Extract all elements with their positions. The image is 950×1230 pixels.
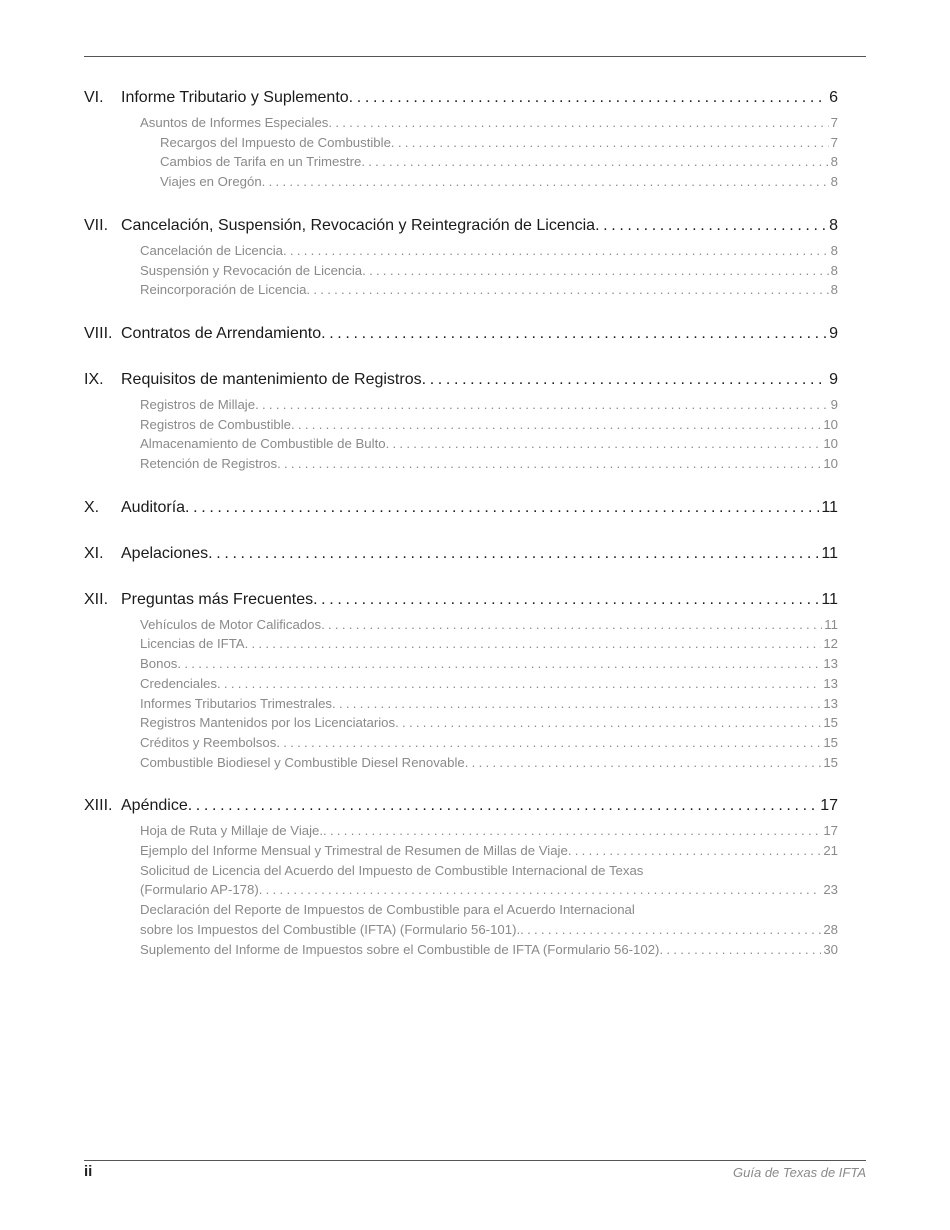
toc-entry[interactable] — [84, 133, 838, 153]
entry-page-number: 10 — [821, 415, 838, 435]
dot-leader — [349, 86, 827, 110]
toc-section-heading[interactable] — [84, 368, 838, 392]
entry-page-number: 23 — [821, 880, 838, 900]
dot-leader — [188, 794, 818, 818]
toc-entry[interactable] — [84, 241, 838, 261]
top-rule — [84, 56, 866, 57]
toc-entry[interactable] — [84, 454, 838, 474]
toc-entry[interactable] — [84, 821, 838, 841]
toc-entry[interactable] — [84, 280, 838, 300]
dot-leader — [291, 415, 821, 435]
bottom-rule — [84, 1160, 866, 1161]
toc-entry[interactable] — [84, 395, 838, 415]
toc-entry[interactable] — [84, 674, 838, 694]
toc-section-heading[interactable] — [84, 588, 838, 612]
dot-leader — [321, 615, 822, 635]
toc-entry[interactable] — [84, 152, 838, 172]
toc-section-heading[interactable] — [84, 86, 838, 110]
toc-entry[interactable] — [84, 920, 838, 940]
toc-section — [84, 322, 838, 346]
dot-leader — [386, 434, 822, 454]
dot-leader — [323, 821, 821, 841]
section-page-number: 8 — [827, 214, 838, 238]
section-number: XIII. — [84, 797, 113, 815]
dot-leader — [313, 588, 819, 612]
dot-leader — [283, 241, 829, 261]
toc-entry[interactable] — [84, 113, 838, 133]
entry-title: Credenciales — [140, 674, 217, 694]
entry-title: Almacenamiento de Combustible de Bulto — [140, 434, 386, 454]
section-number: VI. — [84, 89, 104, 106]
entry-title: Suplemento del Informe de Impuestos sobre el Combustible de IFTA (Formulario 56-102) — [140, 940, 659, 960]
entry-page-number: 11 — [822, 615, 838, 635]
entry-title: sobre los Impuestos del Combustible (IFTA) (Formulario 56-101). — [140, 920, 520, 940]
dot-leader — [465, 753, 822, 773]
section-number: VII. — [84, 216, 109, 234]
dot-leader — [208, 542, 819, 566]
dot-leader — [361, 152, 828, 172]
section-page-number: 11 — [819, 542, 838, 566]
section-page-number: 17 — [818, 794, 838, 818]
toc-section-heading[interactable] — [84, 322, 838, 346]
entry-title: Asuntos de Informes Especiales — [140, 113, 328, 133]
toc-entry[interactable] — [84, 713, 838, 733]
dot-leader — [568, 841, 822, 861]
toc-entry[interactable] — [84, 415, 838, 435]
toc-section — [84, 214, 838, 300]
section-number: XII. — [84, 590, 109, 608]
entry-title: Viajes en Oregón — [160, 172, 262, 192]
toc-entry[interactable] — [84, 172, 838, 192]
section-title: Requisitos de mantenimiento de Registros — [121, 368, 422, 392]
dot-leader — [245, 634, 822, 654]
entry-page-number: 17 — [821, 821, 838, 841]
section-title: Contratos de Arrendamiento — [121, 322, 321, 346]
entry-title: Informes Tributarios Trimestrales — [140, 694, 332, 714]
toc-entry[interactable] — [84, 940, 838, 960]
entry-page-number: 13 — [821, 674, 838, 694]
entry-page-number: 15 — [821, 713, 838, 733]
dot-leader — [321, 322, 827, 346]
dot-leader — [332, 694, 821, 714]
table-of-contents — [84, 86, 838, 981]
toc-entry[interactable] — [84, 261, 838, 281]
footer-document-title: Guía de Texas de IFTA — [733, 1165, 866, 1180]
toc-section-heading[interactable] — [84, 496, 838, 520]
section-title: Apelaciones — [121, 542, 208, 566]
entry-title: Cambios de Tarifa en un Trimestre — [160, 152, 361, 172]
entry-title: Vehículos de Motor Calificados — [140, 615, 321, 635]
entry-title: Retención de Registros — [140, 454, 277, 474]
section-title: Preguntas más Frecuentes — [121, 588, 313, 612]
dot-leader — [259, 880, 822, 900]
section-title: Cancelación, Suspensión, Revocación y Reintegración de Licencia — [121, 214, 595, 238]
section-page-number: 9 — [827, 368, 838, 392]
dot-leader — [217, 674, 821, 694]
dot-leader — [185, 496, 819, 520]
entry-title: Registros de Combustible — [140, 415, 291, 435]
entry-title: Reincorporación de Licencia — [140, 280, 306, 300]
entry-title: Ejemplo del Informe Mensual y Trimestral de Resumen de Millas de Viaje — [140, 841, 568, 861]
dot-leader — [520, 920, 821, 940]
toc-entry[interactable] — [84, 654, 838, 674]
entry-title: Combustible Biodiesel y Combustible Diesel Renovable — [140, 753, 465, 773]
entry-page-number: 8 — [829, 152, 838, 172]
entry-page-number: 7 — [829, 133, 838, 153]
dot-leader — [391, 133, 829, 153]
entry-page-number: 13 — [821, 694, 838, 714]
section-title: Auditoría — [121, 496, 185, 520]
entry-page-number: 8 — [829, 172, 838, 192]
entry-page-number: 13 — [821, 654, 838, 674]
dot-leader — [659, 940, 821, 960]
section-page-number: 11 — [819, 588, 838, 612]
entry-page-number: 8 — [829, 241, 838, 261]
toc-entry[interactable] — [84, 434, 838, 454]
entry-title: Registros Mantenidos por los Licenciatarios — [140, 713, 395, 733]
dot-leader — [276, 733, 821, 753]
entry-page-number: 10 — [821, 434, 838, 454]
dot-leader — [422, 368, 827, 392]
toc-entry-first-line: Solicitud de Licencia del Acuerdo del Impuesto de Combustible Internacional de Texas — [140, 862, 644, 878]
entry-page-number: 15 — [821, 733, 838, 753]
dot-leader — [277, 454, 821, 474]
section-number: XI. — [84, 544, 104, 562]
toc-entry[interactable] — [84, 615, 838, 635]
entry-page-number: 9 — [829, 395, 838, 415]
toc-section-heading[interactable] — [84, 214, 838, 238]
section-number: X. — [84, 498, 100, 516]
section-title: Informe Tributario y Suplemento — [121, 86, 349, 110]
dot-leader — [328, 113, 828, 133]
toc-entry[interactable] — [84, 634, 838, 654]
entry-title: Recargos del Impuesto de Combustible — [160, 133, 391, 153]
dot-leader — [595, 214, 827, 238]
toc-entry[interactable] — [84, 694, 838, 714]
toc-section-heading[interactable] — [84, 794, 838, 818]
dot-leader — [255, 395, 829, 415]
dot-leader — [262, 172, 829, 192]
entry-page-number: 8 — [829, 261, 838, 281]
entry-page-number: 28 — [821, 920, 838, 940]
toc-entry[interactable] — [84, 841, 838, 861]
toc-entry[interactable] — [84, 753, 838, 773]
toc-section — [84, 794, 838, 959]
entry-title: (Formulario AP-178) — [140, 880, 259, 900]
section-number: VIII. — [84, 324, 113, 342]
entry-title: Hoja de Ruta y Millaje de Viaje. — [140, 821, 323, 841]
toc-section-heading[interactable] — [84, 542, 838, 566]
entry-page-number: 10 — [821, 454, 838, 474]
toc-entry-first-line: Declaración del Reporte de Impuestos de Combustible para el Acuerdo Internacional — [140, 902, 635, 918]
section-page-number: 6 — [827, 86, 838, 110]
entry-page-number: 7 — [829, 113, 838, 133]
toc-entry[interactable] — [84, 880, 838, 900]
toc-section — [84, 368, 838, 474]
dot-leader — [177, 654, 821, 674]
entry-title: Créditos y Reembolsos — [140, 733, 276, 753]
dot-leader — [395, 713, 821, 733]
section-page-number: 9 — [827, 322, 838, 346]
dot-leader — [362, 261, 829, 281]
entry-title: Cancelación de Licencia — [140, 241, 283, 261]
entry-title: Bonos — [140, 654, 177, 674]
entry-page-number: 21 — [821, 841, 838, 861]
toc-section — [84, 588, 838, 773]
section-number: IX. — [84, 370, 104, 388]
entry-page-number: 30 — [821, 940, 838, 960]
entry-page-number: 8 — [829, 280, 838, 300]
entry-title: Suspensión y Revocación de Licencia — [140, 261, 362, 281]
section-title: Apéndice — [121, 794, 188, 818]
entry-title: Licencias de IFTA — [140, 634, 245, 654]
toc-section — [84, 86, 838, 192]
toc-entry[interactable] — [84, 733, 838, 753]
entry-page-number: 15 — [821, 753, 838, 773]
toc-section — [84, 496, 838, 520]
toc-section — [84, 542, 838, 566]
entry-title: Registros de Millaje — [140, 395, 255, 415]
dot-leader — [306, 280, 828, 300]
entry-page-number: 12 — [821, 634, 838, 654]
section-page-number: 11 — [819, 496, 838, 520]
footer-page-number: ii — [84, 1163, 93, 1180]
